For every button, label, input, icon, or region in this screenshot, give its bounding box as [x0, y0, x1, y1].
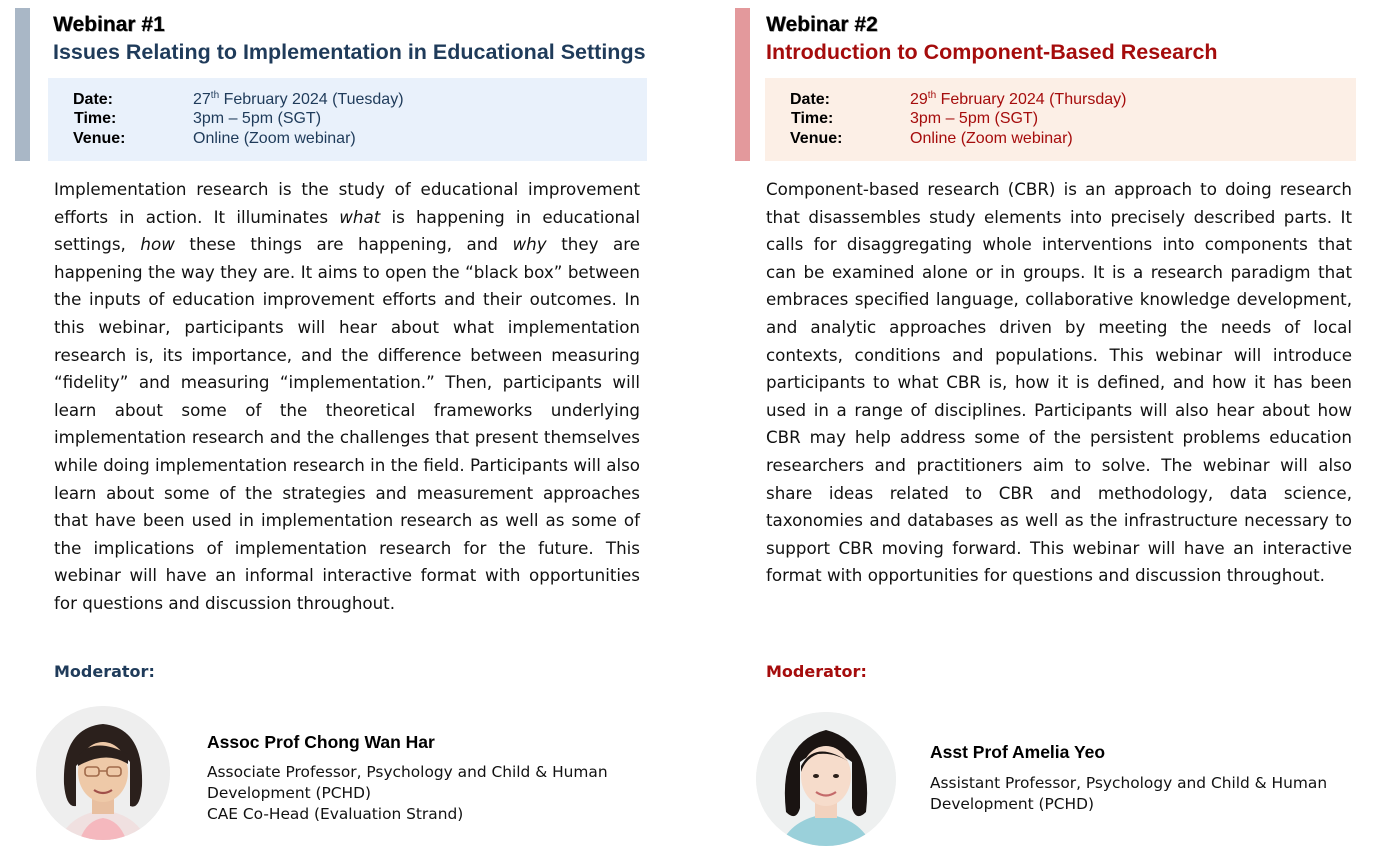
time-value: 3pm – 5pm (SGT) [193, 110, 322, 127]
moderator-photo [756, 712, 896, 846]
accent-bar [735, 8, 750, 161]
webinar-2-panel [720, 0, 1380, 868]
moderator-name: Asst Prof Amelia Yeo [930, 742, 1106, 762]
time-value: 3pm – 5pm (SGT) [910, 110, 1039, 127]
venue-value: Online (Zoom webinar) [193, 130, 356, 147]
date-label: Date: [790, 91, 831, 108]
moderator-title: Associate Professor, Psychology and Child & Human Development (PCHD) CAE Co-Head (Evaluation Strand) [207, 763, 608, 823]
webinar-description: Implementation research is the study of educational improvement efforts in action. It illuminates what is happening in educational settings, how these things are happening, and why they are happening the way they are. It aims to open the “black box” between the inputs of education improvement efforts and their outcomes. In this webinar, participants will hear about what implementation research is, its importance, and the difference between measuring “fidelity” and measuring “implementation.” Then, participants will learn about some of the theoretical frameworks underlying implementation research and the challenges that present themselves while doing implementation research in the field. Participants will also learn about some of the strategies and measurement approaches that have been used in implementation research as well as some of the implications of implementation research for the future. This webinar will have an informal interactive format with opportunities for questions and discussion throughout. [54, 179, 641, 613]
venue-label: Venue: [790, 130, 843, 147]
moderator-photo [36, 706, 170, 840]
webinar-number: Webinar #1 [53, 13, 165, 36]
date-row [73, 91, 404, 109]
moderator-name: Assoc Prof Chong Wan Har [207, 732, 435, 752]
time-row [790, 110, 1038, 128]
webinar-title: Issues Relating to Implementation in Educational Settings [53, 40, 646, 64]
webinar-1-panel [0, 0, 680, 868]
moderator-label: Moderator: [766, 662, 867, 681]
date-label: Date: [73, 91, 114, 108]
moderator-title: Assistant Professor, Psychology and Child & Human Development (PCHD) [930, 774, 1328, 813]
portrait-illustration [36, 706, 170, 840]
webinar-number: Webinar #2 [766, 13, 878, 36]
webinar-description: Component-based research (CBR) is an approach to doing research that disassembles study elements into precisely described parts. It calls for disaggregating whole interventions into components that can be examined alone or in groups. It is a research paradigm that embraces specified language, collaborative knowledge development, and analytic approaches driven by meeting the needs of local contexts, conditions and populations. This webinar will introduce participants to what CBR is, how it is defined, and how it has been used in a range of disciplines. Participants will also hear about how CBR may help address some of the persistent problems education researchers and practitioners aim to solve. The webinar will also share ideas related to CBR and methodology, data science, taxonomies and databases as well as the infrastructure necessary to support CBR moving forward. This webinar will have an interactive format with opportunities for questions and discussion throughout. [766, 179, 1352, 586]
moderator-label: Moderator: [54, 662, 155, 681]
webinar-title: Introduction to Component-Based Research [766, 40, 1218, 64]
accent-bar [15, 8, 30, 161]
venue-value: Online (Zoom webinar) [910, 130, 1073, 147]
time-row [73, 110, 321, 128]
venue-label: Venue: [73, 130, 126, 147]
date-value: 29th February 2024 (Thursday) [910, 90, 1127, 108]
date-row [790, 91, 1126, 109]
venue-row [73, 130, 356, 148]
portrait-illustration [756, 712, 896, 846]
time-label: Time: [791, 110, 834, 127]
schedule-box [765, 78, 1356, 161]
schedule-box [48, 78, 647, 161]
time-label: Time: [74, 110, 117, 127]
date-value: 27th February 2024 (Tuesday) [193, 90, 404, 108]
venue-row [790, 130, 1073, 148]
